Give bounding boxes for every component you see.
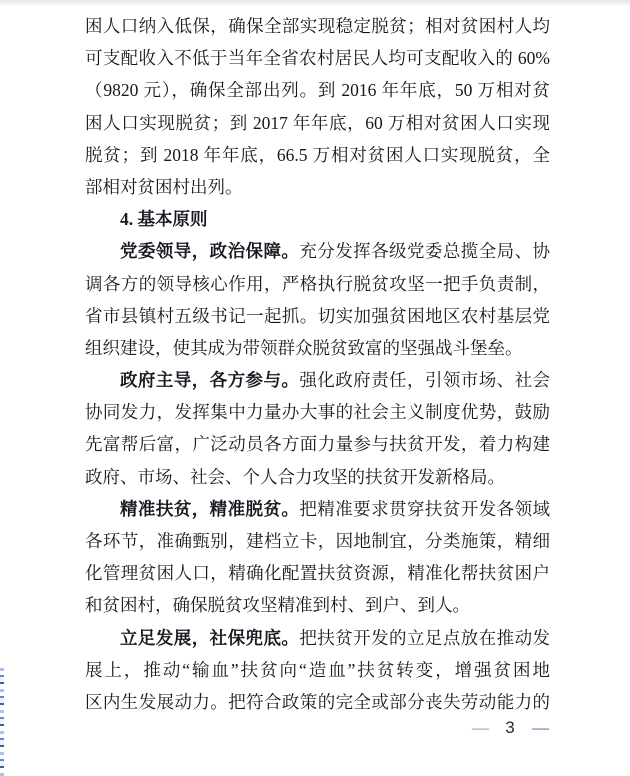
text-line bbox=[85, 268, 550, 300]
paragraph-lead: 4. 基本原则 bbox=[120, 209, 208, 230]
page-footer bbox=[472, 718, 548, 738]
line-text: 困人口实现脱贫；到 2017 年年底，60 万相对贫困人口实现 bbox=[85, 112, 550, 133]
scan-left-edge-artifact bbox=[0, 668, 4, 776]
text-line bbox=[85, 300, 550, 332]
text-line bbox=[85, 10, 550, 42]
line-text: 部相对贫困村出列。 bbox=[85, 176, 243, 197]
text-line bbox=[85, 107, 550, 139]
paragraph-lead: 政府主导，各方参与。 bbox=[120, 370, 300, 391]
line-text: 各环节，准确甄别，建档立卡，因地制宜，分类施策，精细 bbox=[85, 531, 550, 551]
line-text: 展上，推动“输血”扶贫向“造血”扶贫转变，增强贫困地 bbox=[85, 659, 550, 680]
line-text: 可支配收入不低于当年全省农村居民人均可支配收入的 60% bbox=[85, 48, 550, 69]
line-text: 充分发挥各级党委总揽全局、协 bbox=[299, 241, 550, 262]
text-line bbox=[85, 364, 550, 396]
text-line bbox=[85, 557, 550, 589]
line-text: 脱贫；到 2018 年年底，66.5 万相对贫困人口实现脱贫，全 bbox=[85, 144, 550, 165]
text-line bbox=[85, 171, 550, 203]
paragraph-lead: 精准扶贫，精准脱贫。 bbox=[120, 498, 300, 519]
line-text: 把扶贫开发的立足点放在推动发 bbox=[299, 627, 550, 648]
text-line bbox=[85, 332, 550, 364]
line-text: 和贫困村，确保脱贫攻坚精准到村、到户、到人。 bbox=[85, 595, 470, 616]
text-line bbox=[85, 74, 550, 106]
text-line bbox=[85, 396, 550, 428]
footer-right-dash: — bbox=[532, 718, 548, 737]
text-line bbox=[85, 686, 550, 718]
text-line bbox=[85, 622, 550, 654]
text-line bbox=[85, 42, 550, 74]
line-text: 区内生发展动力。把符合政策的完全或部分丧失劳动能力的 bbox=[85, 691, 550, 712]
line-text: 组织建设，使其成为带领群众脱贫致富的坚强战斗堡垒。 bbox=[85, 337, 523, 358]
text-line bbox=[85, 525, 550, 557]
text-line bbox=[85, 203, 550, 235]
line-text: 调各方的领导核心作用，严格执行脱贫攻坚一把手负责制， bbox=[85, 273, 550, 294]
text-line bbox=[85, 235, 550, 267]
line-text: 政府、市场、社会、个人合力攻坚的扶贫开发新格局。 bbox=[85, 466, 505, 487]
page-number: 3 bbox=[505, 718, 515, 737]
line-text: 困人口纳入低保，确保全部实现稳定脱贫；相对贫困村人均 bbox=[85, 16, 550, 36]
text-line bbox=[85, 428, 550, 460]
line-text: （9820 元），确保全部出列。到 2016 年年底，50 万相对贫 bbox=[85, 80, 550, 101]
line-text: 协同发力，发挥集中力量办大事的社会主义制度优势，鼓励 bbox=[85, 402, 550, 423]
footer-left-dash: — bbox=[472, 718, 488, 737]
text-line bbox=[85, 589, 550, 621]
text-line bbox=[85, 654, 550, 686]
paragraph-lead: 立足发展，社保兜底。 bbox=[120, 627, 300, 648]
paragraph-lead: 党委领导，政治保障。 bbox=[120, 241, 300, 262]
line-text: 先富帮后富，广泛动员各方面力量参与扶贫开发，着力构建 bbox=[85, 434, 550, 455]
text-line bbox=[85, 461, 550, 493]
text-line bbox=[85, 139, 550, 171]
line-text: 省市县镇村五级书记一起抓。切实加强贫困地区农村基层党 bbox=[85, 305, 550, 326]
line-text: 把精准要求贯穿扶贫开发各领域 bbox=[299, 498, 550, 519]
text-line bbox=[85, 493, 550, 525]
line-text: 化管理贫困人口，精确化配置扶贫资源，精准化帮扶贫困户 bbox=[85, 563, 550, 584]
line-text: 强化政府责任，引领市场、社会 bbox=[299, 370, 550, 391]
scan-top-band bbox=[0, 0, 630, 6]
document-body-text bbox=[85, 10, 550, 718]
